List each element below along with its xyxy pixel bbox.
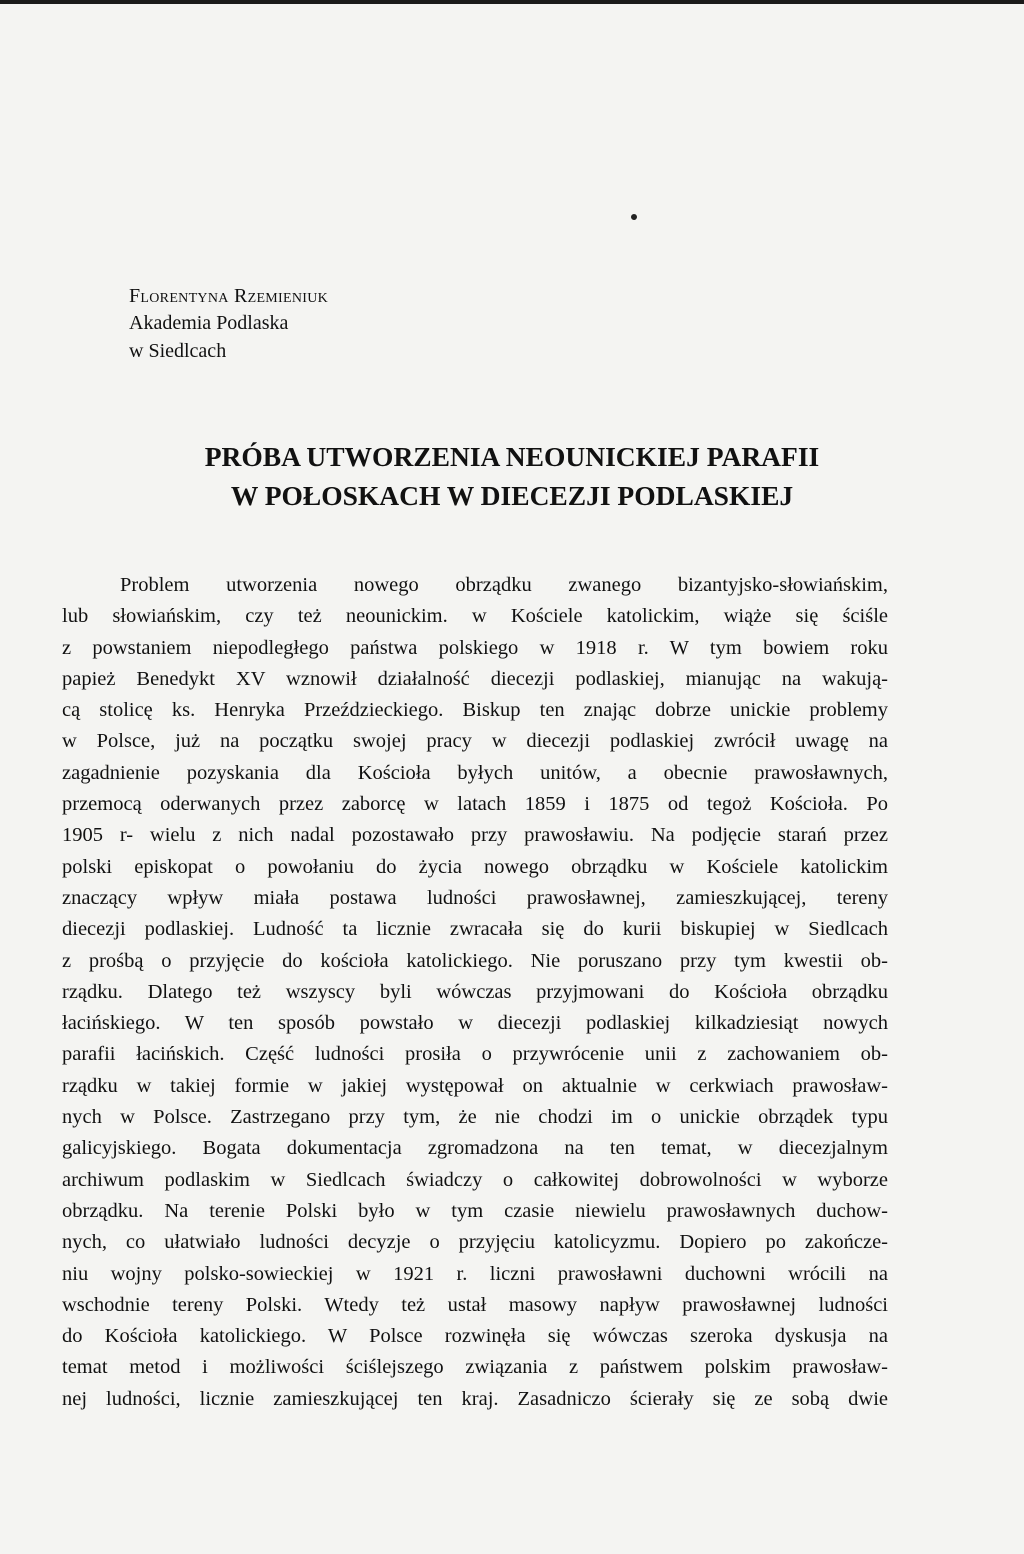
article-title-line1: PRÓBA UTWORZENIA NEOUNICKIEJ PARAFII <box>204 441 820 472</box>
body-line: wschodnie tereny Polski. Wtedy też ustał masowy napływ prawosławnej ludności <box>62 1293 888 1316</box>
body-line: temat metod i możliwości ściślejszego związania z państwem polskim prawosław- <box>62 1356 888 1379</box>
article-title-line2: W POŁOSKACH W DIECEZJI PODLASKIEJ <box>230 480 794 511</box>
body-line: z prośbą o przyjęcie do kościoła katolickiego. Nie poruszano przy tym kwestii ob- <box>62 949 888 972</box>
author-affiliation-line1: Akademia Podlaska <box>129 312 289 334</box>
body-text <box>62 570 888 1415</box>
scan-top-edge <box>0 0 1024 4</box>
body-line: z powstaniem niepodległego państwa polskiego w 1918 r. W tym bowiem roku <box>62 636 888 659</box>
body-line: galicyjskiego. Bogata dokumentacja zgromadzona na ten temat, w diecezjalnym <box>62 1137 888 1160</box>
body-line: do Kościoła katolickiego. W Polsce rozwinęła się wówczas szeroka dyskusja na <box>62 1325 888 1348</box>
body-line: rządku. Dlatego też wszyscy byli wówczas przyjmowani do Kościoła obrządku <box>62 980 888 1003</box>
body-line: niu wojny polsko-sowieckiej w 1921 r. liczni prawosławni duchowni wrócili na <box>62 1262 888 1285</box>
body-line: znaczący wpływ miała postawa ludności prawosławnej, zamieszkującej, tereny <box>62 886 888 909</box>
body-line: Problem utworzenia nowego obrządku zwanego bizantyjsko-słowiańskim, <box>120 574 888 596</box>
body-line: 1905 r- wielu z nich nadal pozostawało przy prawosławiu. Na podjęcie starań przez <box>62 824 888 847</box>
body-line: w Polsce, już na początku swojej pracy w diecezji podlaskiej zwrócił uwagę na <box>62 730 888 753</box>
body-line: przemocą oderwanych przez zaborcę w latach 1859 i 1875 od tegoż Kościoła. Po <box>62 793 888 816</box>
author-block <box>129 283 549 365</box>
body-line: polski episkopat o powołaniu do życia nowego obrządku w Kościele katolickim <box>62 855 888 878</box>
article-title <box>62 437 962 515</box>
ink-dot-mark <box>631 214 637 220</box>
body-line: lub słowiańskim, czy też neounickim. w Kościele katolickim, wiąże się ściśle <box>62 605 888 628</box>
body-line: nych, co ułatwiało ludności decyzje o przyjęciu katolicyzmu. Dopiero po zakończe- <box>62 1231 888 1254</box>
body-line: diecezji podlaskiej. Ludność ta licznie zwracała się do kurii biskupiej w Siedlcach <box>62 918 888 941</box>
body-line: papież Benedykt XV wznowił działalność diecezji podlaskiej, mianując na wakują- <box>62 667 888 690</box>
body-line: zagadnienie pozyskania dla Kościoła byłych unitów, a obecnie prawosławnych, <box>62 761 888 784</box>
body-line: obrządku. Na terenie Polski było w tym czasie niewielu prawosławnych duchow- <box>62 1199 888 1222</box>
body-line: archiwum podlaskim w Siedlcach świadczy o całkowitej dobrowolności w wyborze <box>62 1168 888 1191</box>
body-line: nych w Polsce. Zastrzegano przy tym, że nie chodzi im o unickie obrządek typu <box>62 1106 888 1129</box>
body-line: nej ludności, licznie zamieszkującej ten kraj. Zasadniczo ścierały się ze sobą dwie <box>62 1387 888 1410</box>
body-line: rządku w takiej formie w jakiej występował on aktualnie w cerkwiach prawosław- <box>62 1074 888 1097</box>
body-line: cą stolicę ks. Henryka Przeździeckiego. Biskup ten znając dobrze unickie problemy <box>62 699 888 722</box>
author-affiliation-line2: w Siedlcach <box>129 340 227 362</box>
body-line: parafii łacińskich. Część ludności prosiła o przywrócenie unii z zachowaniem ob- <box>62 1043 888 1066</box>
body-line: łacińskiego. W ten sposób powstało w diecezji podlaskiej kilkadziesiąt nowych <box>62 1012 888 1035</box>
author-name: Florentyna Rzemieniuk <box>129 285 329 307</box>
